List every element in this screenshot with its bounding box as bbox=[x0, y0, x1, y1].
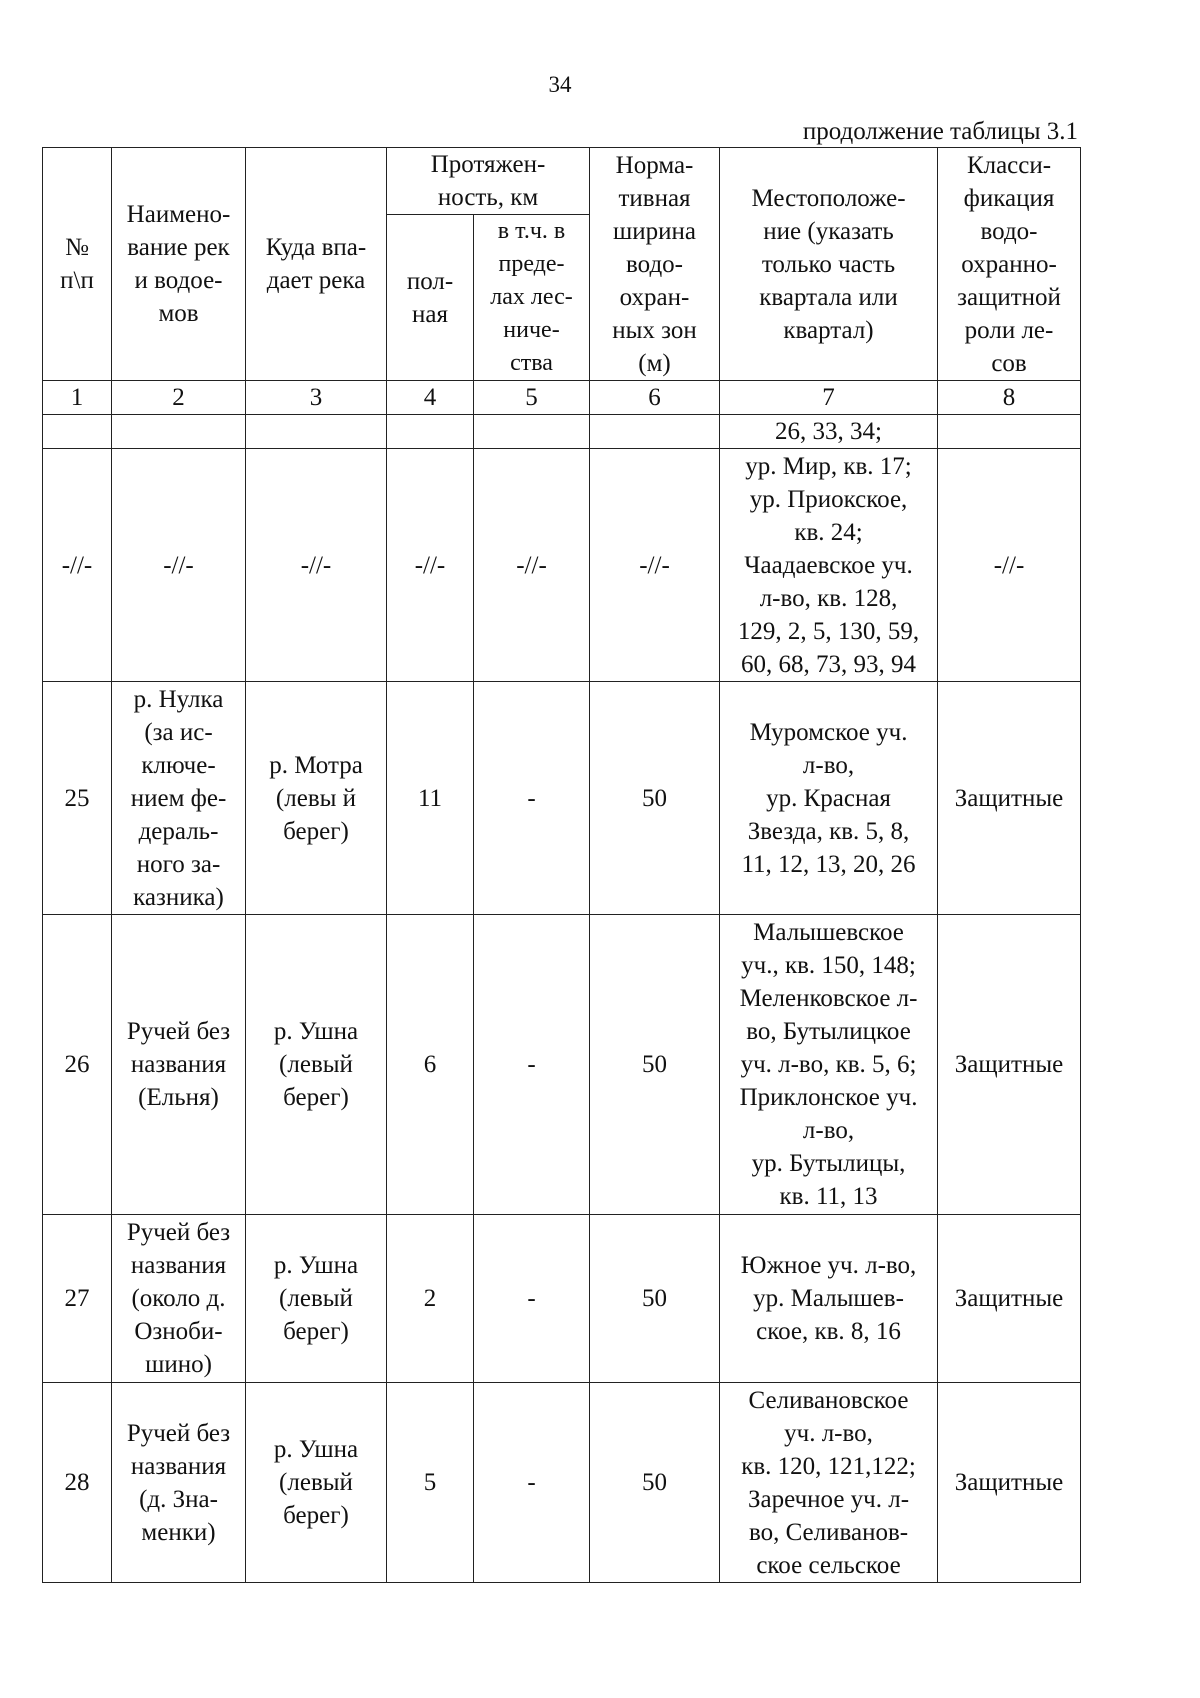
cell-length-forestry: - bbox=[474, 915, 590, 1215]
header-length-full: пол- ная bbox=[387, 215, 474, 381]
table-row bbox=[43, 682, 1081, 915]
table-row bbox=[43, 1383, 1081, 1583]
cell-width: 50 bbox=[590, 1215, 720, 1383]
cell-width: 50 bbox=[590, 682, 720, 915]
cell-length-full: 11 bbox=[387, 682, 474, 915]
water-bodies-table bbox=[42, 147, 1081, 1583]
cell-location: 26, 33, 34; bbox=[720, 415, 938, 449]
cell-width: 50 bbox=[590, 1383, 720, 1583]
cell-classification: Защитные bbox=[938, 1215, 1081, 1383]
cell-number: 27 bbox=[43, 1215, 112, 1383]
cell-name: р. Нулка (за ис- ключе- нием фе- дераль- ного за- казника) bbox=[112, 682, 246, 915]
cell-classification bbox=[938, 415, 1081, 449]
cell-classification: Защитные bbox=[938, 915, 1081, 1215]
column-number: 1 bbox=[43, 381, 112, 415]
cell-length-full: 2 bbox=[387, 1215, 474, 1383]
header-name: Наимено- вание рек и водое- мов bbox=[112, 148, 246, 381]
cell-length-forestry: - bbox=[474, 1383, 590, 1583]
cell-width: -//- bbox=[590, 449, 720, 682]
table-continuation-label: продолжение таблицы 3.1 bbox=[802, 118, 1078, 145]
cell-number: 26 bbox=[43, 915, 112, 1215]
cell-flows-into: р. Ушна (левый берег) bbox=[246, 1383, 387, 1583]
cell-location: Муромское уч. л-во, ур. Красная Звезда, кв. 5, 8, 11, 12, 13, 20, 26 bbox=[720, 682, 938, 915]
cell-name: Ручей без названия (д. Зна- менки) bbox=[112, 1383, 246, 1583]
column-number: 7 bbox=[720, 381, 938, 415]
cell-name: Ручей без названия (Ельня) bbox=[112, 915, 246, 1215]
cell-flows-into bbox=[246, 415, 387, 449]
cell-length-full: 5 bbox=[387, 1383, 474, 1583]
table-row bbox=[43, 449, 1081, 682]
column-number: 6 bbox=[590, 381, 720, 415]
cell-location: Южное уч. л-во, ур. Малышев- ское, кв. 8, 16 bbox=[720, 1215, 938, 1383]
cell-classification: -//- bbox=[938, 449, 1081, 682]
column-number-row bbox=[43, 381, 1081, 415]
cell-length-full: -//- bbox=[387, 449, 474, 682]
cell-flows-into: р. Ушна (левый берег) bbox=[246, 915, 387, 1215]
header-length-forestry: в т.ч. в преде- лах лес- ниче- ства bbox=[474, 215, 590, 381]
cell-flows-into: р. Мотра (левы й берег) bbox=[246, 682, 387, 915]
column-number: 8 bbox=[938, 381, 1081, 415]
header-row bbox=[43, 148, 1081, 215]
cell-name: Ручей без названия (около д. Озноби- шино) bbox=[112, 1215, 246, 1383]
column-number: 3 bbox=[246, 381, 387, 415]
page-number: 34 bbox=[548, 72, 572, 97]
cell-length-forestry: - bbox=[474, 682, 590, 915]
header-flows-into: Куда впа- дает река bbox=[246, 148, 387, 381]
cell-number: 25 bbox=[43, 682, 112, 915]
cell-width: 50 bbox=[590, 915, 720, 1215]
header-location: Местоположе- ние (указать только часть квартала или квартал) bbox=[720, 148, 938, 381]
cell-name: -//- bbox=[112, 449, 246, 682]
header-width: Норма- тивная ширина водо- охран- ных зон (м) bbox=[590, 148, 720, 381]
cell-length-full: 6 bbox=[387, 915, 474, 1215]
header-classification: Класси- фикация водо- охранно- защитной роли ле- сов bbox=[938, 148, 1081, 381]
cell-length-forestry: -//- bbox=[474, 449, 590, 682]
cell-location: Малышевское уч., кв. 150, 148; Меленковское л- во, Бутылицкое уч. л-во, кв. 5, 6; Приклонское уч. л-во, ур. Бутылицы, кв. 11, 13 bbox=[720, 915, 938, 1215]
cell-number bbox=[43, 415, 112, 449]
cell-classification: Защитные bbox=[938, 682, 1081, 915]
cell-flows-into: р. Ушна (левый берег) bbox=[246, 1215, 387, 1383]
cell-number: 28 bbox=[43, 1383, 112, 1583]
cell-length-full bbox=[387, 415, 474, 449]
cell-number: -//- bbox=[43, 449, 112, 682]
table-row bbox=[43, 1215, 1081, 1383]
cell-length-forestry bbox=[474, 415, 590, 449]
cell-location: ур. Мир, кв. 17; ур. Приокское, кв. 24; Чаадаевское уч. л-во, кв. 128, 129, 2, 5, 130, 59, 60, 68, 73, 93, 94 bbox=[720, 449, 938, 682]
cell-flows-into: -//- bbox=[246, 449, 387, 682]
header-length-group: Протяжен- ность, км bbox=[387, 148, 590, 215]
column-number: 2 bbox=[112, 381, 246, 415]
table-row bbox=[43, 415, 1081, 449]
column-number: 5 bbox=[474, 381, 590, 415]
header-number: № п\п bbox=[43, 148, 112, 381]
table-row bbox=[43, 915, 1081, 1215]
cell-length-forestry: - bbox=[474, 1215, 590, 1383]
cell-location: Селивановское уч. л-во, кв. 120, 121,122; Заречное уч. л- во, Селиванов- ское сельское bbox=[720, 1383, 938, 1583]
cell-name bbox=[112, 415, 246, 449]
column-number: 4 bbox=[387, 381, 474, 415]
cell-width bbox=[590, 415, 720, 449]
cell-classification: Защитные bbox=[938, 1383, 1081, 1583]
